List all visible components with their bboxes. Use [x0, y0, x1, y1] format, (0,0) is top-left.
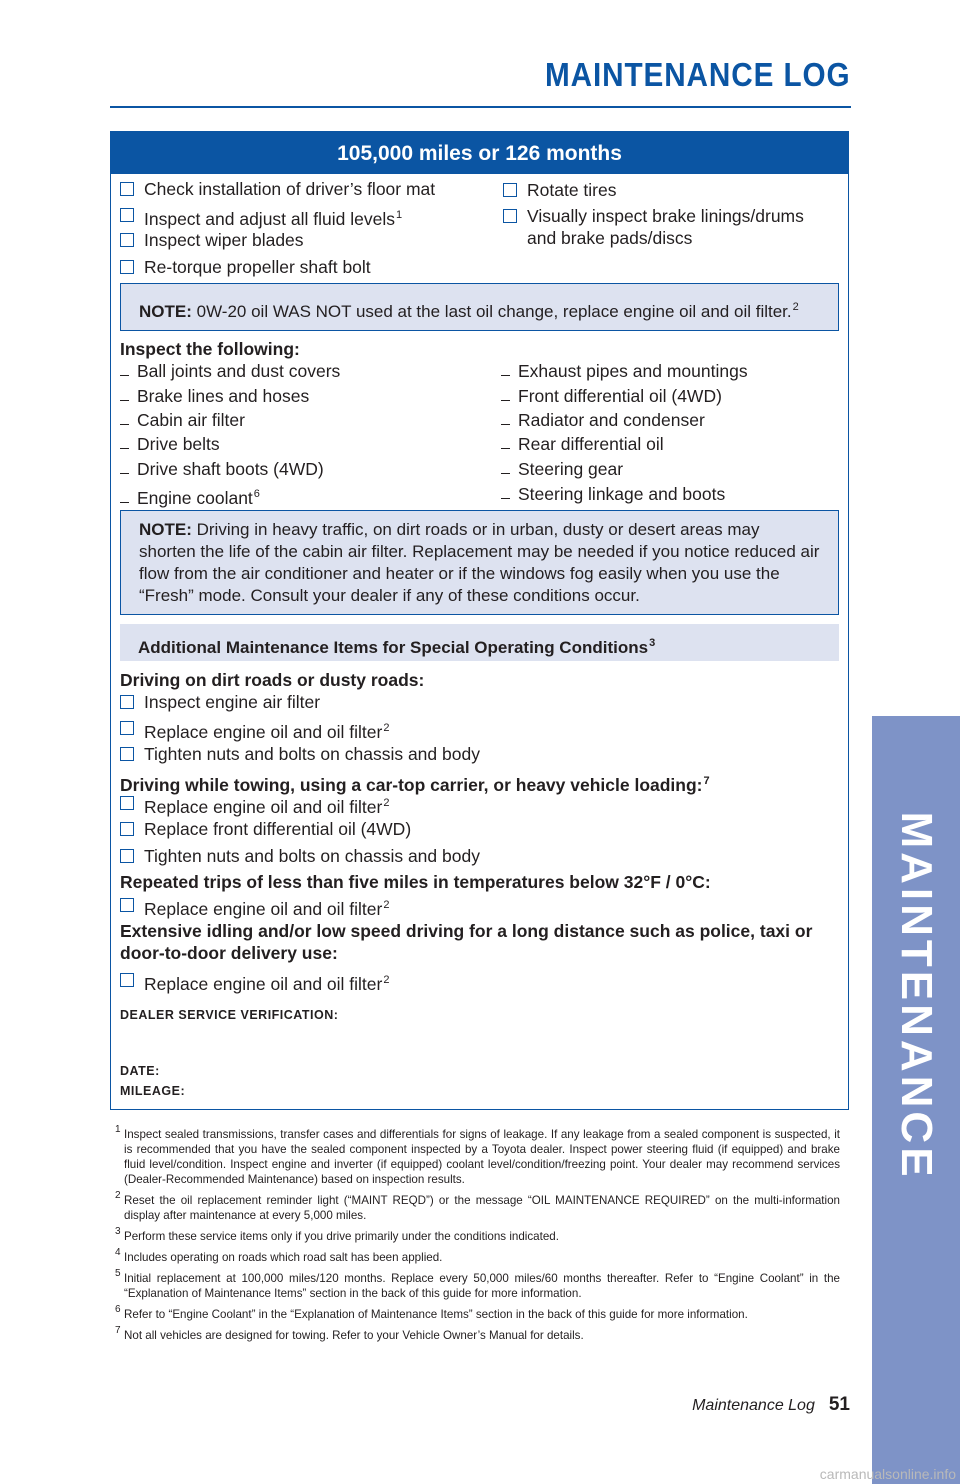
inspect-item: Steering gear — [501, 458, 623, 480]
condition-heading: Repeated trips of less than five miles in temperatures below 32°F / 0°C: — [120, 872, 711, 892]
checkbox[interactable] — [503, 183, 517, 197]
checkbox[interactable] — [120, 822, 134, 836]
inspect-item: Cabin air filter — [120, 409, 245, 431]
footnote: 4 Includes operating on roads which road salt has been applied. — [115, 1247, 443, 1264]
footer-section: Maintenance Log — [692, 1397, 815, 1414]
check-item: Visually inspect brake linings/drums and brake pads/discs — [503, 205, 817, 249]
check-item: Replace engine oil and oil filter$^2$ — [120, 969, 389, 995]
title-divider — [110, 106, 851, 108]
footnote: 6 Refer to “Engine Coolant” in the “Explanation of Maintenance Items” section in the back of this guide for more information. — [115, 1304, 748, 1321]
page-title: MAINTENANCE LOG — [544, 56, 850, 93]
checkbox[interactable] — [120, 208, 134, 222]
maintenance-box — [110, 131, 849, 1110]
check-item: Inspect and adjust all fluid levels$^1$ — [120, 204, 402, 230]
checkbox[interactable] — [503, 209, 517, 223]
checkbox[interactable] — [120, 796, 134, 810]
footnote: 3 Perform these service items only if you drive primarily under the conditions indicated. — [115, 1226, 559, 1243]
page-number: 51 — [828, 1394, 850, 1415]
inspect-item: Radiator and condenser — [501, 409, 705, 431]
checkbox[interactable] — [120, 898, 134, 912]
footnotes — [115, 1124, 840, 1349]
inspect-item: Brake lines and hoses — [120, 385, 309, 407]
inspect-item: Rear differential oil — [501, 433, 664, 455]
date-label: DATE: — [120, 1064, 160, 1078]
inspect-heading: Inspect the following: — [120, 339, 300, 359]
footnote: 5 Initial replacement at 100,000 miles/120 months. Replace every 50,000 miles/60 months thereafter. Refer to “Engine Coolant” in the “Explanation of Maintenance Items” section in the back of this guide for more information. — [115, 1268, 840, 1300]
inspect-item: Drive shaft boots (4WD) — [120, 458, 324, 480]
inspect-item: Engine coolant$^6$ — [120, 483, 260, 509]
dealer-verification-label: DEALER SERVICE VERIFICATION: — [120, 1008, 339, 1022]
check-item: Check installation of driver’s floor mat — [120, 178, 435, 200]
check-item: Tighten nuts and bolts on chassis and body — [120, 743, 480, 765]
oil-note: NOTE: 0W-20 oil WAS NOT used at the last oil change, replace engine oil and oil filter.$^2$ — [120, 283, 839, 331]
inspect-item: Front differential oil (4WD) — [501, 385, 722, 407]
footnote: 1 Inspect sealed transmissions, transfer cases and differentials for signs of leakage. If any leakage from a sealed component is suspected, it is recommended that you have the sealed component inspected by a Toyota dealer. Inspect power steering fluid (if equipped) and brake fluid level/condition. Inspect engine and inverter (if equipped) coolant level/condition/freezing point. Your dealer may recommend services (Dealer-Recommended Maintenance) based on inspection results. — [115, 1124, 840, 1186]
inspect-item: Exhaust pipes and mountings — [501, 360, 748, 382]
check-item: Inspect wiper blades — [120, 229, 304, 251]
checkbox[interactable] — [120, 973, 134, 987]
inspect-item: Ball joints and dust covers — [120, 360, 340, 382]
checkbox[interactable] — [120, 182, 134, 196]
watermark: carmanualsonline.info — [819, 1466, 956, 1482]
cabin-filter-note: NOTE: Driving in heavy traffic, on dirt roads or in urban, dusty or desert areas may shorten the life of the cabin air filter. Replacement may be needed if you notice reduced air flow from the air conditioner and heater or if the windows fog easily when you use the “Fresh” mode. Consult your dealer if any of these conditions occur. — [120, 510, 839, 615]
condition-heading: Driving while towing, using a car-top carrier, or heavy vehicle loading:$^7$ — [120, 775, 710, 795]
footnote: 2 Reset the oil replacement reminder light (“MAINT REQD”) or the message “OIL MAINTENANCE REQUIRED” on the multi-information display after maintenance at every 5,000 miles. — [115, 1190, 840, 1222]
inspect-item: Drive belts — [120, 433, 220, 455]
check-item: Tighten nuts and bolts on chassis and body — [120, 845, 480, 867]
side-tab-label: MAINTENANCE — [892, 811, 941, 1181]
checkbox[interactable] — [120, 747, 134, 761]
check-item: Replace engine oil and oil filter$^2$ — [120, 792, 389, 818]
check-item: Inspect engine air filter — [120, 691, 320, 713]
mileage-label: MILEAGE: — [120, 1084, 186, 1098]
check-item: Re-torque propeller shaft bolt — [120, 256, 371, 278]
check-item: Replace engine oil and oil filter$^2$ — [120, 717, 389, 743]
interval-header: 105,000 miles or 126 months — [111, 132, 848, 174]
checkbox[interactable] — [120, 849, 134, 863]
inspect-item: Steering linkage and boots — [501, 483, 725, 505]
check-item: Replace engine oil and oil filter$^2$ — [120, 894, 389, 920]
footnote: 7 Not all vehicles are designed for towing. Refer to your Vehicle Owner’s Manual for details. — [115, 1325, 584, 1342]
condition-heading: Driving on dirt roads or dusty roads: — [120, 670, 425, 690]
check-item: Rotate tires — [503, 179, 616, 201]
additional-items-banner: Additional Maintenance Items for Special Operating Conditions$^3$ — [120, 624, 839, 661]
checkbox[interactable] — [120, 721, 134, 735]
checkbox[interactable] — [120, 695, 134, 709]
condition-heading: Extensive idling and/or low speed driving for a long distance such as police, taxi or door-to-door delivery use: — [120, 921, 813, 963]
checkbox[interactable] — [120, 233, 134, 247]
side-tab — [872, 716, 960, 1484]
page-footer — [692, 1394, 850, 1416]
checkbox[interactable] — [120, 260, 134, 274]
check-item: Replace front differential oil (4WD) — [120, 818, 411, 840]
